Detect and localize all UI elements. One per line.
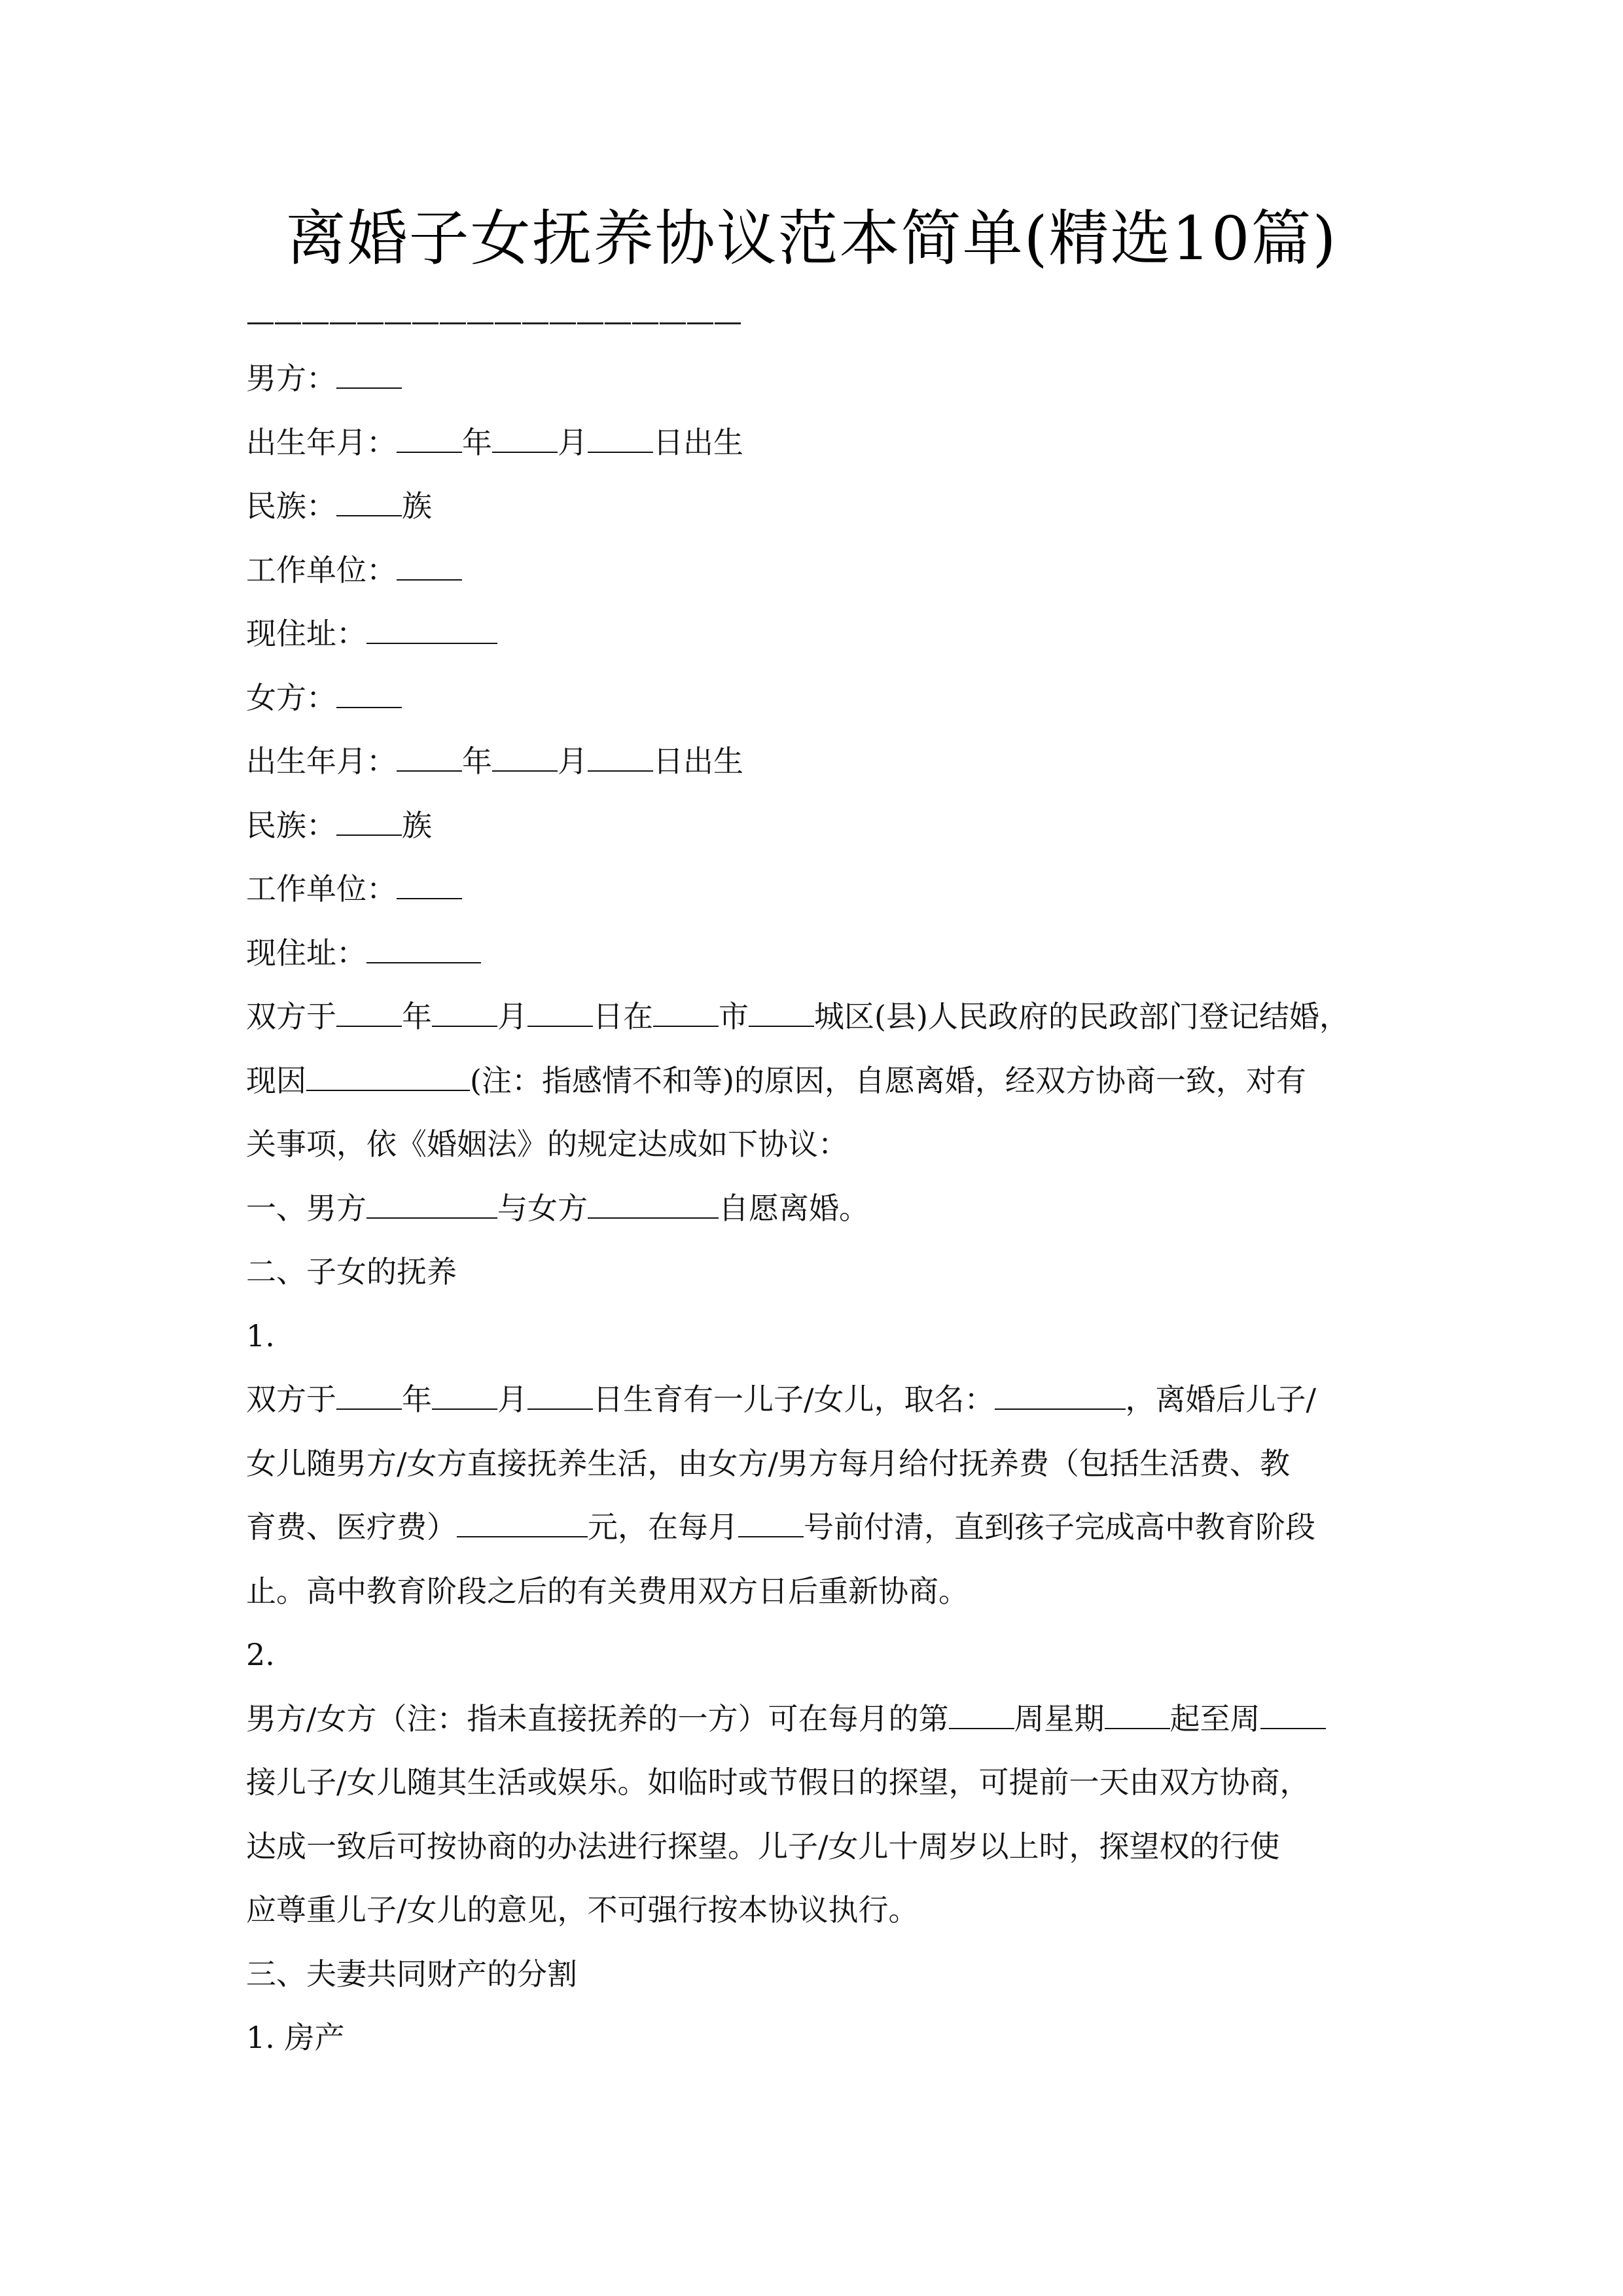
custody-line-4: 止。高中教育阶段之后的有关费用双方日后重新协商。 (246, 1573, 969, 1609)
blank-field[interactable] (653, 997, 719, 1027)
blank-field[interactable] (527, 997, 593, 1027)
blank-field[interactable] (588, 742, 653, 772)
text: 双方于 (246, 999, 336, 1034)
label-month: 月 (558, 424, 588, 460)
title-divider: —————————————————— (246, 305, 741, 338)
label-ethnic-suffix: 族 (402, 807, 432, 843)
blank-field[interactable] (397, 742, 462, 772)
label-year: 年 (462, 424, 492, 460)
female-address-line (246, 922, 1385, 986)
preamble-line-1 (246, 985, 1385, 1049)
section-2-item-1-number: 1. (246, 1318, 275, 1354)
blank-field[interactable] (457, 1507, 588, 1537)
label-ethnic: 民族： (246, 807, 336, 843)
text: 现因 (246, 1062, 306, 1098)
blank-field[interactable] (588, 423, 653, 453)
blank-field[interactable] (492, 423, 558, 453)
label-month: 月 (558, 744, 588, 779)
blank-field[interactable] (336, 486, 402, 516)
female-name-line (246, 666, 1385, 730)
text: ，离婚后儿子/ (1125, 1382, 1316, 1417)
blank-field[interactable] (949, 1699, 1014, 1729)
preamble-line-3: 关事项，依《婚姻法》的规定达成如下协议： (246, 1126, 848, 1162)
blank-field[interactable] (336, 806, 402, 836)
section-2-heading: 二、子女的抚养 (246, 1254, 457, 1289)
label-female: 女方： (246, 679, 336, 715)
label-birth: 出生年月： (246, 424, 397, 460)
label-address: 现住址： (246, 616, 366, 651)
male-work-line (246, 539, 1385, 603)
text: 与女方 (497, 1190, 588, 1226)
text: 起至周 (1169, 1700, 1260, 1736)
document-body (246, 347, 1385, 2070)
section-3-item-1: 1. 房产 (246, 2020, 345, 2055)
blank-field[interactable] (1105, 1699, 1170, 1729)
text: 元，在每月 (588, 1509, 738, 1545)
text: 双方于 (246, 1382, 336, 1417)
blank-field[interactable] (336, 678, 402, 708)
female-ethnic-line (246, 794, 1385, 858)
text: 育费、医疗费） (246, 1509, 457, 1545)
label-male: 男方： (246, 361, 336, 396)
text: 月 (497, 1382, 527, 1417)
text: 自愿离婚。 (719, 1190, 869, 1226)
blank-field[interactable] (749, 997, 814, 1027)
label-work: 工作单位： (246, 871, 397, 906)
female-birth-line (246, 730, 1385, 794)
blank-field[interactable] (336, 359, 402, 389)
male-name-line (246, 347, 1385, 411)
text: 市 (719, 999, 749, 1034)
blank-field[interactable] (432, 1380, 497, 1410)
text: 城区(县)人民政府的民政部门登记结婚， (814, 999, 1349, 1034)
text: 号前付清，直到孩子完成高中教育阶段 (804, 1509, 1315, 1545)
text: 年 (402, 999, 432, 1034)
male-birth-line (246, 411, 1385, 475)
blank-field[interactable] (397, 550, 462, 581)
custody-line-2: 女儿随男方/女方直接抚养生活，由女方/男方每月给付抚养费（包括生活费、教 (246, 1445, 1290, 1481)
blank-field[interactable] (306, 1061, 470, 1091)
text: 日在 (593, 999, 653, 1034)
label-address: 现住址： (246, 935, 366, 971)
blank-field[interactable] (366, 933, 481, 963)
label-year: 年 (462, 744, 492, 779)
male-address-line (246, 602, 1385, 666)
visitation-line-4: 应尊重儿子/女儿的意见，不可强行按本协议执行。 (246, 1892, 919, 1928)
document-title: 离婚子女抚养协议范本简单(精选10篇) (285, 204, 1338, 274)
custody-line-3 (246, 1496, 1385, 1560)
blank-field[interactable] (336, 1380, 402, 1410)
section-3-heading: 三、夫妻共同财产的分割 (246, 1956, 577, 1992)
blank-field[interactable] (1260, 1699, 1326, 1729)
label-day-born: 日出生 (653, 744, 743, 779)
blank-field[interactable] (336, 997, 402, 1027)
blank-field[interactable] (366, 1189, 497, 1219)
text: (注：指感情不和等)的原因，自愿离婚，经双方协商一致，对有 (470, 1062, 1306, 1098)
label-ethnic-suffix: 族 (402, 488, 432, 524)
blank-field[interactable] (366, 614, 497, 644)
label-ethnic: 民族： (246, 488, 336, 524)
male-ethnic-line (246, 475, 1385, 539)
text: 周星期 (1014, 1700, 1105, 1736)
blank-field[interactable] (432, 997, 497, 1027)
blank-field[interactable] (588, 1189, 719, 1219)
blank-field[interactable] (397, 869, 462, 899)
blank-field[interactable] (527, 1380, 593, 1410)
blank-field[interactable] (397, 423, 462, 453)
visitation-line-1 (246, 1687, 1385, 1751)
text: 年 (402, 1382, 432, 1417)
blank-field[interactable] (492, 742, 558, 772)
section-1 (246, 1177, 1385, 1241)
label-birth: 出生年月： (246, 744, 397, 779)
female-work-line (246, 857, 1385, 922)
preamble-line-2 (246, 1049, 1385, 1113)
text: 日生育有一儿子/女儿，取名： (593, 1382, 995, 1417)
visitation-line-3: 达成一致后可按协商的办法进行探望。儿子/女儿十周岁以上时，探望权的行使 (246, 1828, 1280, 1864)
text: 一、男方 (246, 1190, 366, 1226)
label-day-born: 日出生 (653, 424, 743, 460)
blank-field[interactable] (738, 1507, 804, 1537)
text: 月 (497, 999, 527, 1034)
section-2-item-2-number: 2. (246, 1637, 275, 1672)
visitation-line-2: 接儿子/女儿随其生活或娱乐。如临时或节假日的探望，可提前一天由双方协商， (246, 1765, 1310, 1800)
label-work: 工作单位： (246, 552, 397, 588)
text: 男方/女方（注：指未直接抚养的一方）可在每月的第 (246, 1700, 949, 1736)
custody-line-1 (246, 1368, 1385, 1432)
blank-field[interactable] (995, 1380, 1126, 1410)
